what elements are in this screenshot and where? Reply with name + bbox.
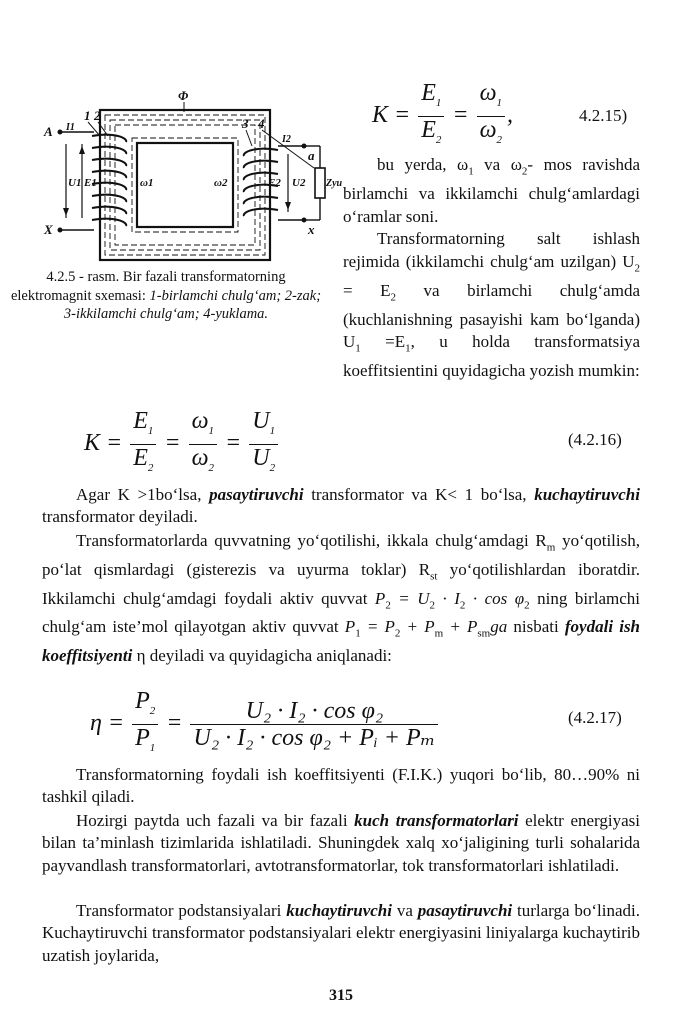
equation-4-2-16: K = $\frac{E_1}{E_2}$ = $\frac{\omega_1}{\omega_2}$ = $\frac{U_1}{U_2}$ [84, 408, 280, 481]
flux-label: Φ [178, 88, 189, 103]
label-I2: I2 [282, 134, 291, 145]
no-load-paragraph: Transformatorning salt ishlash rejimida (ikkilamchi chulg‘am uzilgan) $U_2 = E_2$ va birlamchi chulg‘amda (kuchlanishning pasayishi kam bo‘lganda) $U_1 =E_1$, u holda transformatsiya koeffitsientini quyidagicha yozish mumkin: [343, 229, 640, 381]
equation-number-4-2-16: (4.2.16) [568, 430, 622, 449]
paragraph-efficiency: Transformatorning foydali ish koeffitsiyenti (F.I.K.) yuqori bo‘lib, 80…90% ni tashkil qiladi. [42, 765, 640, 807]
label-E1: E1 [84, 177, 97, 189]
label-3: 3 [242, 116, 249, 131]
load-resistor [315, 168, 325, 198]
label-I1: I1 [66, 122, 75, 133]
label-4: 4 [258, 116, 265, 131]
primary-coil [92, 135, 126, 226]
equation-4-2-15: K = $\frac{E_1}{E_2}$ = $\frac{\omega_1}{\omega_2}$ , [372, 80, 514, 146]
transformer-schematic [42, 88, 343, 268]
label-E2: E2 [268, 177, 281, 189]
terminal-a: a [308, 148, 315, 163]
terminal-x: x [308, 222, 315, 237]
equation-number-4-2-17: (4.2.17) [568, 708, 622, 727]
label-w1: ω1 [140, 177, 154, 189]
right-column-text [343, 154, 640, 383]
core-outer [100, 110, 270, 260]
label-w2: ω2 [214, 177, 228, 189]
paragraph-substations: Transformator podstansiyalari kuchaytiruvchi va pasaytiruvchi turlarga bo‘linadi. Kuchaytiruvchi transformator podstansiyalari elektr energiyasini liniyalarga kuchaytirib uzatish joylarida, [42, 901, 641, 965]
terminal-X: X [44, 222, 53, 237]
equation-4-2-17: η = $\frac{P_2}{P_1}$ = $\frac{\text{U₂ · I₂ · cos φ₂}}{\text{U₂ · I₂ · cos φ₂ + Pᵢ + Pₘ}}$ [90, 688, 440, 761]
terminal-A: A [44, 124, 53, 139]
flux-path-2 [110, 120, 260, 250]
label-Zyu: Zyu [326, 178, 343, 189]
label-U2: U2 [292, 177, 306, 189]
figure-caption: 4.2.5 - rasm. Bir fazali transformatorning elektromagnit sxemasi: 1-birlamchi chulg‘am; 2-zak; 3-ikkilamchi chulg‘am; 4-yuklama. [10, 269, 322, 322]
paragraph-transformer-types: Agar K >1bo‘lsa, pasaytiruvchi transformator va K< 1 bo‘lsa, kuchaytiruvchi transformator deyiladi. [42, 485, 640, 527]
equation-number-4-2-15: 4.2.15) [579, 106, 628, 125]
page-number: 315 [329, 987, 353, 1004]
omega-definition: bu yerda, $\omega_1$ va $\omega_2-$ mos ravishda birlamchi va ikkilamchi chulg‘amlardagi o‘ramlar soni. [343, 155, 640, 226]
label-2: 2 [94, 108, 101, 123]
paragraph-losses: Transformatorlarda quvvatning yo‘qotilishi, ikkala chulg‘amdagi $R_m$ yo‘qotilish, po‘lat qismlardagi (gisterezis va uyurma toklar) $R_{st}$ yo‘qotilishlardan iboratdir. Ikkilamchi chulg‘amdagi foydali aktiv quvvat $P_2 = U_2 \cdot I_2 \cdot \cos \varphi_2$ ning birlamchi chulg‘am iste’mol qilayotgan aktiv quvvat $P_1 = P_2 + P_m + P_{sm}ga$ nisbati foydali ish koeffitsiyenti η deyiladi va quyidagicha aniqlanadi: [42, 531, 641, 666]
label-U1: U1 [68, 177, 82, 189]
label-1: 1 [84, 108, 91, 123]
flux-path [105, 115, 265, 255]
paragraph-applications: Hozirgi paytda uch fazali va bir fazali kuch transformatorlari elektr energiyasi bilan ta’minlash tizimlarida ishlatiladi. Shuningdek xalq xo‘jaligining turli sohalarida payvandlash transformatorlari, avtotransformatorlar, tok transformatorlari ishlatiladi. [42, 811, 640, 875]
